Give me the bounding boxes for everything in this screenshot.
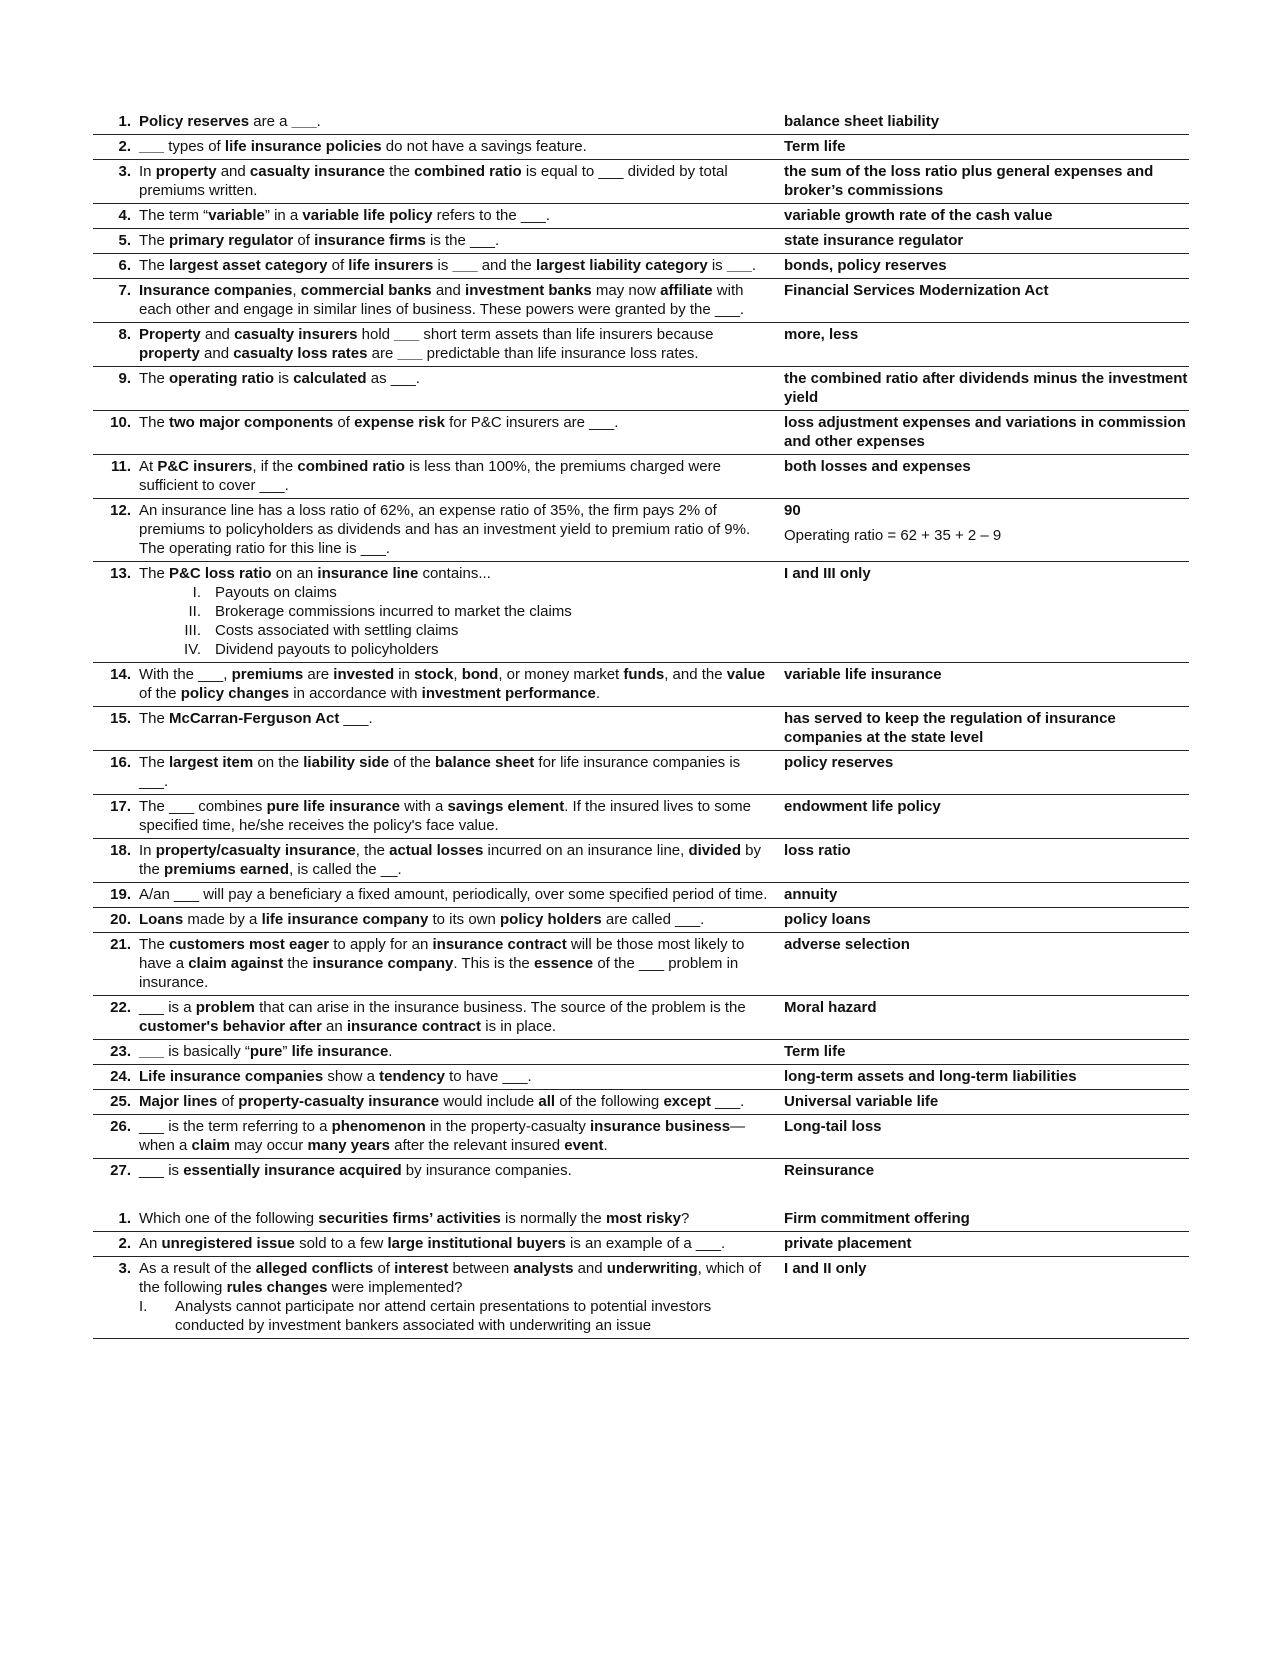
- question-number: 20.: [110, 911, 131, 928]
- question-row: [93, 1257, 1189, 1339]
- question-text: [139, 797, 784, 835]
- question-stem: Property and casualty insurers hold ___ short term assets than life insurers because property and casualty loss rates are ___ predictable than life insurance loss rates.: [139, 326, 714, 362]
- question-text: [139, 910, 784, 929]
- question-number: 3.: [118, 1260, 131, 1277]
- question-number: 9.: [118, 370, 131, 387]
- question-text: [139, 709, 784, 747]
- answer-text: [784, 885, 1189, 904]
- answer-text: [784, 1234, 1189, 1253]
- question-stem: The term “variable” in a variable life policy refers to the ___.: [139, 207, 551, 224]
- question-text: [139, 137, 784, 156]
- question-text: [139, 1067, 784, 1086]
- section-gap: [93, 1183, 1189, 1207]
- question-number: 25.: [110, 1093, 131, 1110]
- question-stem: An unregistered issue sold to a few large institutional buyers is an example of a ___.: [139, 1235, 726, 1252]
- question-text: [139, 935, 784, 992]
- question-number: 22.: [110, 999, 131, 1016]
- answer-value: Reinsurance: [784, 1162, 875, 1179]
- question-stem: Policy reserves are a ___.: [139, 113, 321, 130]
- answer-value: policy loans: [784, 911, 871, 928]
- answer-text: [784, 112, 1189, 131]
- option-item: [139, 621, 772, 640]
- answer-value: Term life: [784, 1043, 846, 1060]
- question-number: 1.: [118, 1210, 131, 1227]
- answer-text: [784, 935, 1189, 992]
- question-text: [139, 998, 784, 1036]
- question-number: 2.: [118, 138, 131, 155]
- question-row: [93, 1090, 1189, 1115]
- question-stem: The McCarran-Ferguson Act ___.: [139, 710, 373, 727]
- question-row: [93, 135, 1189, 160]
- question-row: [93, 254, 1189, 279]
- question-stem: ___ is the term referring to a phenomenon in the property-casualty insurance business—when a claim may occur many years after the relevant insured event.: [139, 1118, 746, 1154]
- question-stem: Which one of the following securities firms’ activities is normally the most risky?: [139, 1210, 690, 1227]
- question-number: 7.: [118, 282, 131, 299]
- question-text: [139, 162, 784, 200]
- answer-value: endowment life policy: [784, 798, 941, 815]
- answer-text: [784, 753, 1189, 791]
- option-numeral: III.: [184, 622, 201, 639]
- question-number: 19.: [110, 886, 131, 903]
- qa-document: [93, 110, 1189, 1339]
- question-row: [93, 229, 1189, 254]
- question-text: [139, 501, 784, 558]
- answer-value: both losses and expenses: [784, 458, 971, 475]
- option-text: Analysts cannot participate nor attend certain presentations to potential investors conducted by investment bankers associated with underwriting an issue: [175, 1298, 712, 1334]
- question-row: [93, 110, 1189, 135]
- answer-text: [784, 501, 1189, 558]
- question-stem: The largest asset category of life insurers is ___ and the largest liability category is ___.: [139, 257, 757, 274]
- option-text: Payouts on claims: [215, 584, 337, 601]
- answer-text: [784, 709, 1189, 747]
- question-number: 21.: [110, 936, 131, 953]
- question-stem: The largest item on the liability side of the balance sheet for life insurance companies is ___.: [139, 754, 741, 790]
- question-stem: The P&C loss ratio on an insurance line contains...: [139, 565, 491, 582]
- question-text: [139, 1117, 784, 1155]
- question-row: [93, 883, 1189, 908]
- question-stem: At P&C insurers, if the combined ratio is less than 100%, the premiums charged were sufficient to cover ___.: [139, 458, 721, 494]
- question-row: [93, 499, 1189, 562]
- answer-value: Term life: [784, 138, 846, 155]
- answer-text: [784, 206, 1189, 225]
- answer-value: the sum of the loss ratio plus general expenses and broker’s commissions: [784, 163, 1154, 199]
- question-number: 24.: [110, 1068, 131, 1085]
- question-stem: As a result of the alleged conflicts of interest between analysts and underwriting, which of the following rules changes were implemented?: [139, 1260, 761, 1296]
- answer-value: I and II only: [784, 1260, 867, 1277]
- answer-text: [784, 1067, 1189, 1086]
- answer-value: loss ratio: [784, 842, 851, 859]
- question-row: [93, 455, 1189, 499]
- question-row: [93, 1040, 1189, 1065]
- answer-text: [784, 1259, 1189, 1335]
- answer-value: loss adjustment expenses and variations in commission and other expenses: [784, 414, 1186, 450]
- answer-value: the combined ratio after dividends minus the investment yield: [784, 370, 1188, 406]
- question-stem: Major lines of property-casualty insurance would include all of the following except ___.: [139, 1093, 745, 1110]
- answer-value: long-term assets and long-term liabilities: [784, 1068, 1077, 1085]
- question-text: [139, 564, 784, 659]
- answer-value: variable life insurance: [784, 666, 942, 683]
- answer-text: [784, 1161, 1189, 1180]
- question-number: 2.: [118, 1235, 131, 1252]
- question-number: 11.: [110, 458, 131, 475]
- answer-working: Operating ratio = 62 + 35 + 2 – 9: [784, 527, 1002, 544]
- question-row: [93, 1115, 1189, 1159]
- question-stem: Life insurance companies show a tendency to have ___.: [139, 1068, 532, 1085]
- question-row: [93, 707, 1189, 751]
- question-stem: A/an ___ will pay a beneficiary a fixed amount, periodically, over some specified period of time.: [139, 886, 768, 903]
- question-stem: In property and casualty insurance the combined ratio is equal to ___ divided by total premiums written.: [139, 163, 728, 199]
- question-set-securities: [93, 1207, 1189, 1339]
- question-text: [139, 1092, 784, 1111]
- answer-text: [784, 413, 1189, 451]
- question-text: [139, 1234, 784, 1253]
- question-stem: An insurance line has a loss ratio of 62%, an expense ratio of 35%, the firm pays 2% of premiums to policyholders as dividends and has an investment yield to premium ratio of 9%. The operating ratio for this line is ___.: [139, 502, 751, 557]
- question-number: 3.: [118, 163, 131, 180]
- question-text: [139, 231, 784, 250]
- answer-text: [784, 281, 1189, 319]
- question-number: 13.: [110, 565, 131, 582]
- question-text: [139, 112, 784, 131]
- question-text: [139, 369, 784, 407]
- question-row: [93, 795, 1189, 839]
- option-item: [139, 602, 772, 621]
- question-text: [139, 841, 784, 879]
- answer-value: more, less: [784, 326, 859, 343]
- answer-text: [784, 564, 1189, 659]
- answer-text: [784, 137, 1189, 156]
- question-row: [93, 908, 1189, 933]
- answer-text: [784, 1092, 1189, 1111]
- question-row: [93, 1065, 1189, 1090]
- option-item: [139, 1297, 772, 1335]
- answer-text: [784, 1209, 1189, 1228]
- answer-value: balance sheet liability: [784, 113, 940, 130]
- question-text: [139, 256, 784, 275]
- answer-value: Moral hazard: [784, 999, 877, 1016]
- answer-value: state insurance regulator: [784, 232, 964, 249]
- question-set-insurance: [93, 110, 1189, 1183]
- question-number: 18.: [110, 842, 131, 859]
- question-row: [93, 933, 1189, 996]
- question-number: 6.: [118, 257, 131, 274]
- answer-text: [784, 325, 1189, 363]
- question-number: 17.: [110, 798, 131, 815]
- question-text: [139, 206, 784, 225]
- answer-value: annuity: [784, 886, 838, 903]
- question-row: [93, 323, 1189, 367]
- option-numeral: II.: [188, 603, 201, 620]
- answer-text: [784, 256, 1189, 275]
- question-text: [139, 885, 784, 904]
- question-number: 26.: [110, 1118, 131, 1135]
- option-numeral: I.: [139, 1298, 148, 1315]
- answer-text: [784, 841, 1189, 879]
- question-text: [139, 325, 784, 363]
- question-stem: The ___ combines pure life insurance with a savings element. If the insured lives to some specified time, he/she receives the policy's face value.: [139, 798, 751, 834]
- option-numeral: I.: [192, 584, 201, 601]
- question-text: [139, 1259, 784, 1335]
- question-stem: The two major components of expense risk for P&C insurers are ___.: [139, 414, 619, 431]
- question-text: [139, 1042, 784, 1061]
- question-stem: Loans made by a life insurance company to its own policy holders are called ___.: [139, 911, 705, 928]
- question-number: 14.: [110, 666, 131, 683]
- question-stem: The primary regulator of insurance firms is the ___.: [139, 232, 500, 249]
- answer-value: Firm commitment offering: [784, 1210, 970, 1227]
- answer-text: [784, 369, 1189, 407]
- question-stem: The operating ratio is calculated as ___.: [139, 370, 420, 387]
- answer-text: [784, 231, 1189, 250]
- question-stem: In property/casualty insurance, the actual losses incurred on an insurance line, divided by the premiums earned, is called the __.: [139, 842, 761, 878]
- question-text: [139, 665, 784, 703]
- option-item: [139, 640, 772, 659]
- question-stem: With the ___, premiums are invested in stock, bond, or money market funds, and the value of the policy changes in accordance with investment performance.: [139, 666, 766, 702]
- answer-text: [784, 797, 1189, 835]
- question-row: [93, 751, 1189, 795]
- answer-value: private placement: [784, 1235, 912, 1252]
- answer-text: [784, 998, 1189, 1036]
- question-text: [139, 457, 784, 495]
- question-number: 8.: [118, 326, 131, 343]
- question-stem: ___ is a problem that can arise in the insurance business. The source of the problem is the customer's behavior after an insurance contract is in place.: [139, 999, 746, 1035]
- question-row: [93, 411, 1189, 455]
- answer-value: policy reserves: [784, 754, 894, 771]
- answer-value: 90: [784, 502, 801, 519]
- question-text: [139, 1209, 784, 1228]
- answer-value: I and III only: [784, 565, 871, 582]
- question-row: [93, 562, 1189, 663]
- answer-value: adverse selection: [784, 936, 910, 953]
- question-stem: The customers most eager to apply for an insurance contract will be those most likely to have a claim against the insurance company. This is the essence of the ___ problem in insurance.: [139, 936, 745, 991]
- question-row: [93, 1207, 1189, 1232]
- question-row: [93, 367, 1189, 411]
- option-text: Dividend payouts to policyholders: [215, 641, 439, 658]
- question-row: [93, 839, 1189, 883]
- answer-text: [784, 457, 1189, 495]
- question-number: 16.: [110, 754, 131, 771]
- question-text: [139, 1161, 784, 1180]
- answer-value: Long-tail loss: [784, 1118, 882, 1135]
- question-stem: ___ is basically “pure” life insurance.: [139, 1043, 393, 1060]
- answer-value: Universal variable life: [784, 1093, 939, 1110]
- question-row: [93, 1232, 1189, 1257]
- question-row: [93, 1159, 1189, 1183]
- question-row: [93, 279, 1189, 323]
- question-text: [139, 413, 784, 451]
- option-text: Brokerage commissions incurred to market the claims: [215, 603, 572, 620]
- question-row: [93, 663, 1189, 707]
- question-stem: ___ types of life insurance policies do not have a savings feature.: [139, 138, 587, 155]
- question-number: 10.: [110, 414, 131, 431]
- answer-text: [784, 1117, 1189, 1155]
- answer-value: has served to keep the regulation of insurance companies at the state level: [784, 710, 1116, 746]
- option-numeral: IV.: [184, 641, 201, 658]
- question-row: [93, 160, 1189, 204]
- answer-text: [784, 665, 1189, 703]
- question-number: 23.: [110, 1043, 131, 1060]
- question-text: [139, 281, 784, 319]
- question-stem: Insurance companies, commercial banks and investment banks may now affiliate with each other and engage in similar lines of business. These powers were granted by the ___.: [139, 282, 745, 318]
- answer-value: bonds, policy reserves: [784, 257, 947, 274]
- question-number: 1.: [118, 113, 131, 130]
- option-text: Costs associated with settling claims: [215, 622, 459, 639]
- question-number: 15.: [110, 710, 131, 727]
- question-stem: ___ is essentially insurance acquired by insurance companies.: [139, 1162, 572, 1179]
- answer-text: [784, 1042, 1189, 1061]
- question-text: [139, 753, 784, 791]
- question-number: 27.: [110, 1162, 131, 1179]
- question-number: 5.: [118, 232, 131, 249]
- question-row: [93, 204, 1189, 229]
- option-item: [139, 583, 772, 602]
- answer-value: Financial Services Modernization Act: [784, 282, 1049, 299]
- answer-text: [784, 162, 1189, 200]
- answer-text: [784, 910, 1189, 929]
- answer-value: variable growth rate of the cash value: [784, 207, 1053, 224]
- question-row: [93, 996, 1189, 1040]
- question-number: 12.: [110, 502, 131, 519]
- question-number: 4.: [118, 207, 131, 224]
